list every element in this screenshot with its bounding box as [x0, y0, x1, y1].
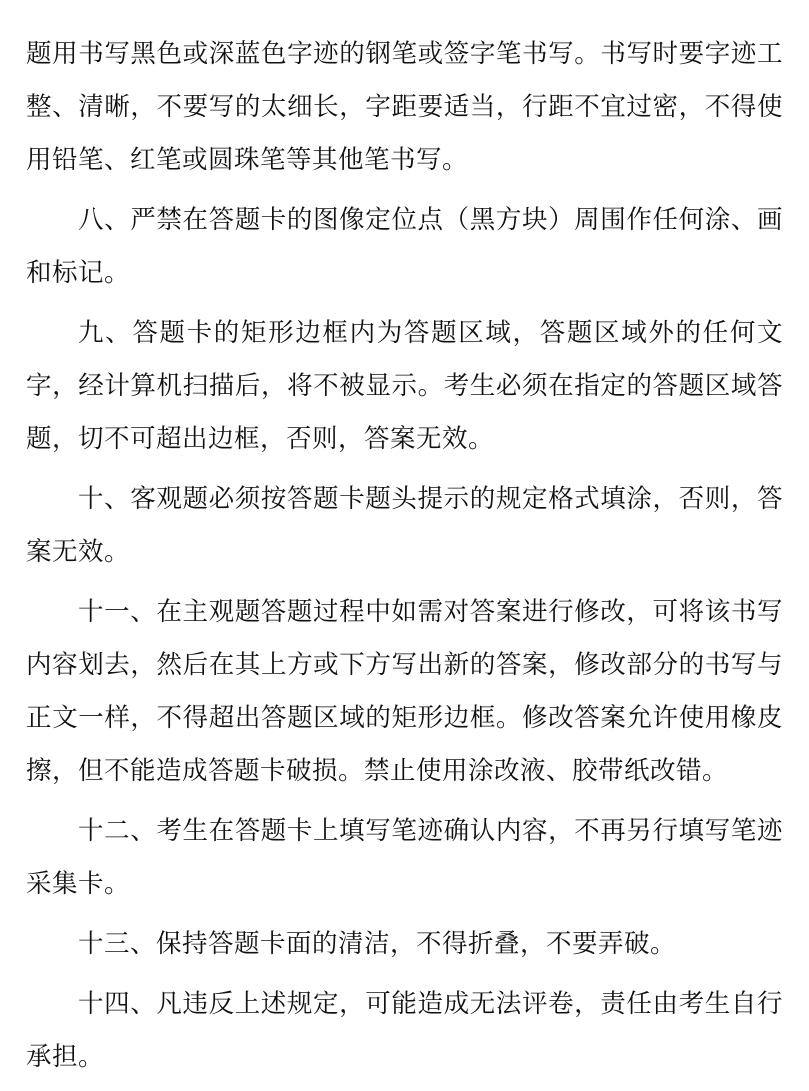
- paragraph-rule-11: 十一、在主观题答题过程中如需对答案进行修改，可将该书写内容划去，然后在其上方或下方写出新的答案，修改部分的书写与正文一样，不得超出答题区域的矩形边框。修改答案允许使用橡皮擦，但不能造成答题卡破损。禁止使用涂改液、胶带纸改错。: [26, 597, 783, 786]
- document-page: [26, 28, 783, 1091]
- paragraph-rule-14: 十四、凡违反上述规定，可能造成无法评卷，责任由考生自行承担。: [26, 989, 783, 1072]
- paragraph-rule-9: 九、答题卡的矩形边框内为答题区域，答题区域外的任何文字，经计算机扫描后，将不被显示。考生必须在指定的答题区域答题，切不可超出边框，否则，答案无效。: [26, 318, 783, 454]
- paragraph-rule-12: 十二、考生在答题卡上填写笔迹确认内容，不再另行填写笔迹采集卡。: [26, 816, 783, 899]
- paragraph-rule-13: 十三、保持答题卡面的清洁，不得折叠，不要弄破。: [78, 929, 677, 959]
- paragraph-rule-10: 十、客观题必须按答题卡题头提示的规定格式填涂，否则，答案无效。: [26, 484, 783, 567]
- paragraph-continuation: 题用书写黑色或深蓝色字迹的钢笔或签字笔书写。书写时要字迹工整、清晰，不要写的太细长，字距要适当，行距不宜过密，不得使用铅笔、红笔或圆珠笔等其他笔书写。: [26, 39, 783, 175]
- paragraph-rule-8: 八、严禁在答题卡的图像定位点（黑方块）周围作任何涂、画和标记。: [26, 205, 783, 288]
